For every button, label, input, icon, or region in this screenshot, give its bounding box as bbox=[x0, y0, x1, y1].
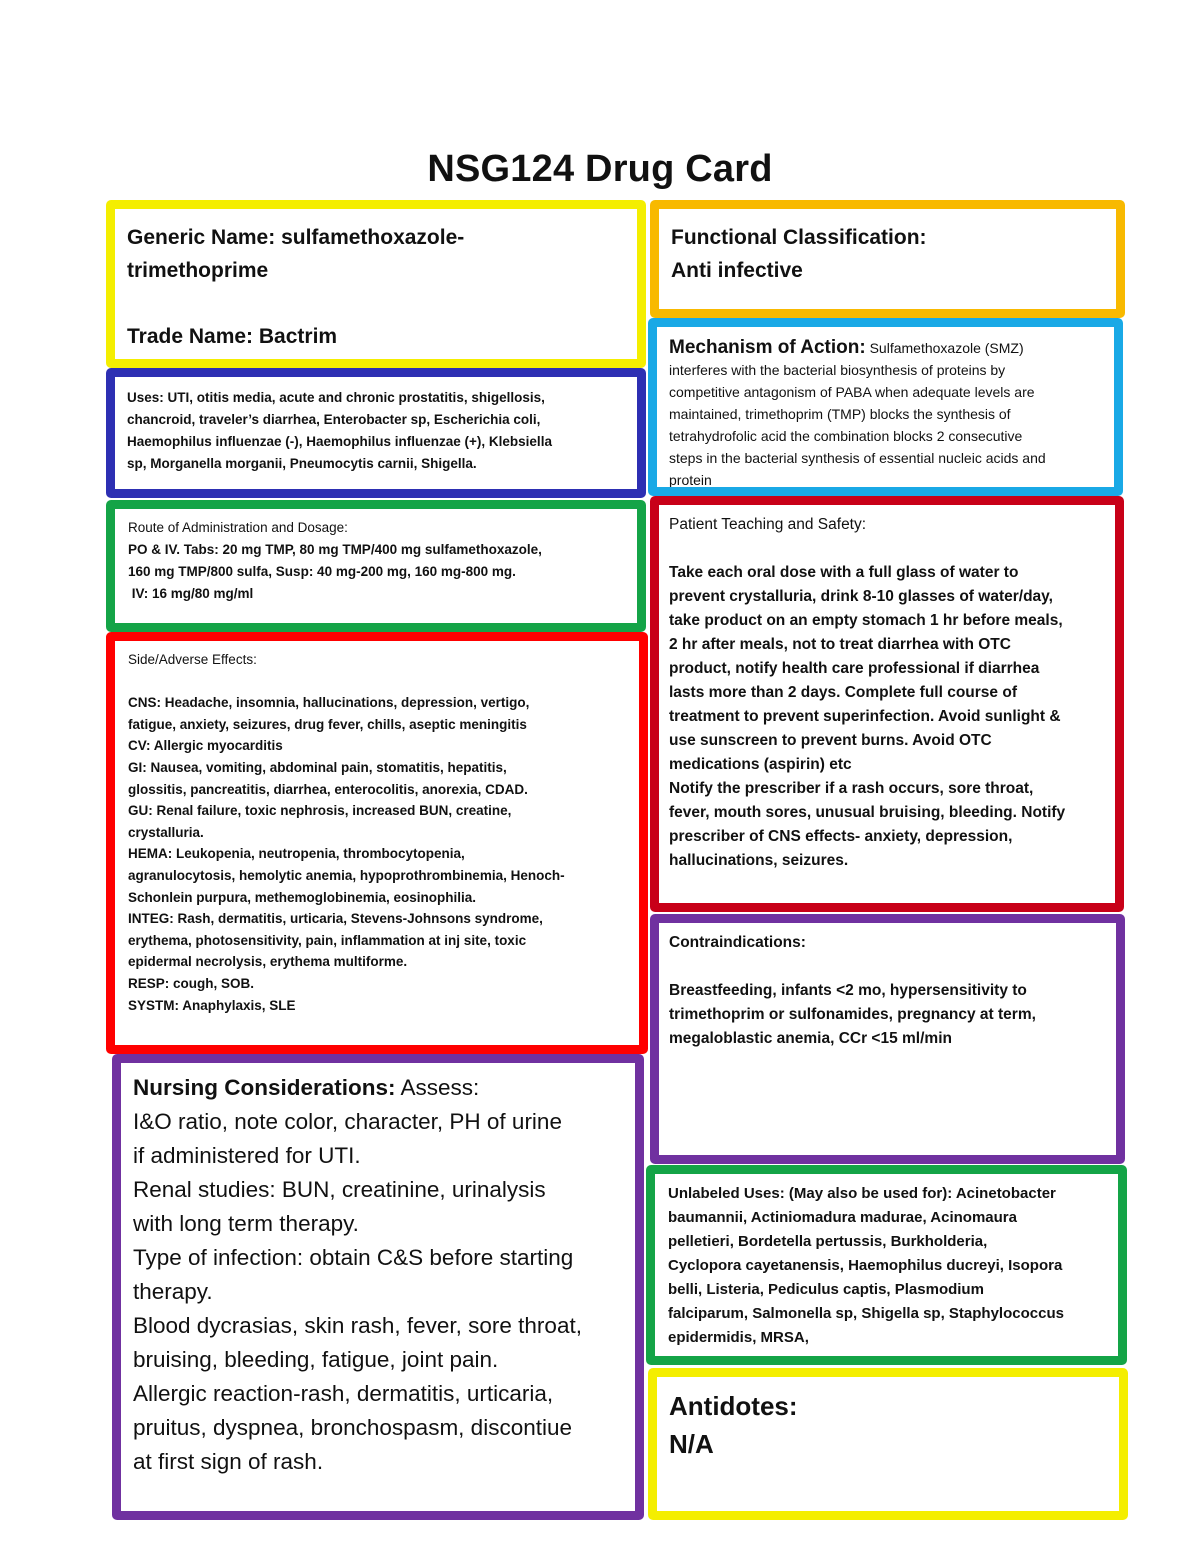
uses-line: Uses: UTI, otitis media, acute and chronic prostatitis, shigellosis, bbox=[127, 390, 545, 405]
mechanism-line: interferes with the bacterial biosynthesis of proteins by bbox=[669, 362, 1006, 378]
nursing-label: Nursing Considerations: bbox=[133, 1075, 396, 1100]
teaching-line: medications (aspirin) etc bbox=[669, 756, 852, 773]
antidotes-box bbox=[648, 1368, 1128, 1520]
spacer bbox=[669, 955, 1106, 979]
spacer bbox=[127, 287, 625, 320]
teaching-line: Notify the prescriber if a rash occurs, sore throat, bbox=[669, 780, 1034, 797]
route-label: Route of Administration and Dosage: bbox=[128, 520, 348, 535]
spacer bbox=[128, 671, 626, 693]
side-effect-line: GI: Nausea, vomiting, abdominal pain, stomatitis, hepatitis, bbox=[128, 759, 507, 775]
nursing-line: Allergic reaction-rash, dermatitis, urticaria, bbox=[133, 1381, 554, 1406]
nursing-label-rest: Assess: bbox=[395, 1075, 480, 1100]
side-effect-line: CNS: Headache, insomnia, hallucinations, depression, vertigo, bbox=[128, 695, 530, 711]
mechanism-line: tetrahydrofolic acid the combination blocks 2 consecutive bbox=[669, 428, 1023, 444]
teaching-line: treatment to prevent superinfection. Avoid sunlight & bbox=[669, 708, 1061, 725]
contraindication-line: megaloblastic anemia, CCr <15 ml/min bbox=[669, 1030, 952, 1047]
mechanism-line: Sulfamethoxazole (SMZ) bbox=[865, 340, 1024, 356]
side-effects-box bbox=[106, 632, 648, 1054]
unlabeled-line: pelletieri, Bordetella pertussis, Burkholderia, bbox=[668, 1233, 988, 1250]
unlabeled-line: baumannii, Actiniomadura madurae, Acinomaura bbox=[668, 1209, 1017, 1226]
teaching-line: take product on an empty stomach 1 hr before meals, bbox=[669, 612, 1063, 629]
side-effect-line: fatigue, anxiety, seizures, drug fever, chills, aseptic meningitis bbox=[128, 716, 527, 732]
route-line: IV: 16 mg/80 mg/ml bbox=[128, 586, 254, 601]
nursing-line: Blood dycrasias, skin rash, fever, sore throat, bbox=[133, 1313, 582, 1338]
mechanism-line: maintained, trimethoprim (TMP) blocks the synthesis of bbox=[669, 406, 1011, 422]
nursing-line: I&O ratio, note color, character, PH of urine bbox=[133, 1109, 562, 1134]
page-title: NSG124 Drug Card bbox=[427, 148, 773, 190]
teaching-line: prevent crystalluria, drink 8-10 glasses of water/day, bbox=[669, 588, 1053, 605]
teaching-line: use sunscreen to prevent burns. Avoid OTC bbox=[669, 732, 992, 749]
uses-box bbox=[106, 368, 646, 498]
teaching-line: fever, mouth sores, unusual bruising, bleeding. Notify bbox=[669, 804, 1066, 821]
contraindications-box bbox=[650, 914, 1125, 1164]
side-effect-line: glossitis, pancreatitis, diarrhea, enterocolitis, anorexia, CDAD. bbox=[128, 781, 528, 797]
unlabeled-line: epidermidis, MRSA, bbox=[668, 1329, 809, 1346]
route-line: PO & IV. Tabs: 20 mg TMP, 80 mg TMP/400 mg sulfamethoxazole, bbox=[128, 542, 542, 557]
contraindication-line: Breastfeeding, infants <2 mo, hypersensitivity to bbox=[669, 982, 1027, 999]
mechanism-label: Mechanism of Action: bbox=[669, 337, 866, 358]
generic-name-line-1: Generic Name: sulfamethoxazole- bbox=[127, 226, 465, 249]
route-dosage-box bbox=[106, 500, 646, 632]
contraindications-label: Contraindications: bbox=[669, 934, 806, 951]
mechanism-line: steps in the bacterial synthesis of essential nucleic acids and bbox=[669, 450, 1046, 466]
nursing-line: at first sign of rash. bbox=[133, 1449, 324, 1474]
spacer bbox=[669, 537, 1105, 561]
nursing-line: with long term therapy. bbox=[133, 1211, 359, 1236]
side-effect-line: Schonlein purpura, methemoglobinemia, eosinophilia. bbox=[128, 889, 477, 905]
teaching-line: lasts more than 2 days. Complete full course of bbox=[669, 684, 1017, 701]
generic-name-box bbox=[106, 200, 646, 368]
side-effect-line: crystalluria. bbox=[128, 824, 204, 840]
side-effect-line: INTEG: Rash, dermatitis, urticaria, Stevens-Johnsons syndrome, bbox=[128, 911, 543, 927]
nursing-line: therapy. bbox=[133, 1279, 213, 1304]
functional-classification-box bbox=[650, 200, 1125, 318]
contraindication-line: trimethoprim or sulfonamides, pregnancy at term, bbox=[669, 1006, 1036, 1023]
unlabeled-line: falciparum, Salmonella sp, Shigella sp, Staphylococcus bbox=[668, 1305, 1064, 1322]
functional-classification-label: Functional Classification: bbox=[671, 226, 927, 249]
side-effect-line: RESP: cough, SOB. bbox=[128, 975, 255, 991]
unlabeled-line: belli, Listeria, Pediculus captis, Plasmodium bbox=[668, 1281, 984, 1298]
nursing-line: pruitus, dyspnea, bronchospasm, discontiue bbox=[133, 1415, 573, 1440]
nursing-considerations-box bbox=[112, 1054, 644, 1520]
nursing-line: Renal studies: BUN, creatinine, urinalysis bbox=[133, 1177, 546, 1202]
mechanism-of-action-box bbox=[648, 318, 1123, 496]
mechanism-line: competitive antagonism of PABA when adequate levels are bbox=[669, 384, 1035, 400]
side-effect-line: GU: Renal failure, toxic nephrosis, increased BUN, creatine, bbox=[128, 803, 512, 819]
uses-line: chancroid, traveler’s diarrhea, Enterobacter sp, Escherichia coli, bbox=[127, 412, 541, 427]
side-effects-label: Side/Adverse Effects: bbox=[128, 652, 257, 667]
side-effect-line: SYSTM: Anaphylaxis, SLE bbox=[128, 997, 296, 1013]
teaching-line: 2 hr after meals, not to treat diarrhea with OTC bbox=[669, 636, 1011, 653]
teaching-line: product, notify health care professional if diarrhea bbox=[669, 660, 1040, 677]
teaching-line: Take each oral dose with a full glass of water to bbox=[669, 564, 1019, 581]
side-effect-line: epidermal necrolysis, erythema multiforme. bbox=[128, 954, 408, 970]
teaching-line: hallucinations, seizures. bbox=[669, 852, 849, 869]
functional-classification-value: Anti infective bbox=[671, 259, 803, 282]
side-effect-line: erythema, photosensitivity, pain, inflammation at inj site, toxic bbox=[128, 932, 527, 948]
unlabeled-line: Unlabeled Uses: (May also be used for): Acinetobacter bbox=[668, 1185, 1056, 1202]
antidotes-value: N/A bbox=[669, 1429, 714, 1459]
teaching-label: Patient Teaching and Safety: bbox=[669, 516, 867, 533]
uses-line: Haemophilus influenzae (-), Haemophilus influenzae (+), Klebsiella bbox=[127, 434, 552, 449]
patient-teaching-box bbox=[650, 496, 1124, 912]
side-effect-line: CV: Allergic myocarditis bbox=[128, 738, 283, 754]
antidotes-label: Antidotes: bbox=[669, 1391, 798, 1421]
side-effect-line: agranulocytosis, hemolytic anemia, hypoprothrombinemia, Henoch- bbox=[128, 867, 565, 883]
uses-line: sp, Morganella morganii, Pneumocytis carnii, Shigella. bbox=[127, 456, 477, 471]
unlabeled-uses-box bbox=[646, 1165, 1127, 1365]
nursing-line: Type of infection: obtain C&S before starting bbox=[133, 1245, 574, 1270]
nursing-line: bruising, bleeding, fatigue, joint pain. bbox=[133, 1347, 499, 1372]
generic-name-line-2: trimethoprime bbox=[127, 259, 269, 282]
trade-name: Trade Name: Bactrim bbox=[127, 325, 338, 348]
teaching-line: prescriber of CNS effects- anxiety, depression, bbox=[669, 828, 1013, 845]
route-line: 160 mg TMP/800 sulfa, Susp: 40 mg-200 mg, 160 mg-800 mg. bbox=[128, 564, 516, 579]
unlabeled-line: Cyclopora cayetanensis, Haemophilus ducreyi, Isopora bbox=[668, 1257, 1063, 1274]
side-effect-line: HEMA: Leukopenia, neutropenia, thrombocytopenia, bbox=[128, 846, 465, 862]
mechanism-line: protein bbox=[669, 472, 712, 488]
nursing-line: if administered for UTI. bbox=[133, 1143, 361, 1168]
